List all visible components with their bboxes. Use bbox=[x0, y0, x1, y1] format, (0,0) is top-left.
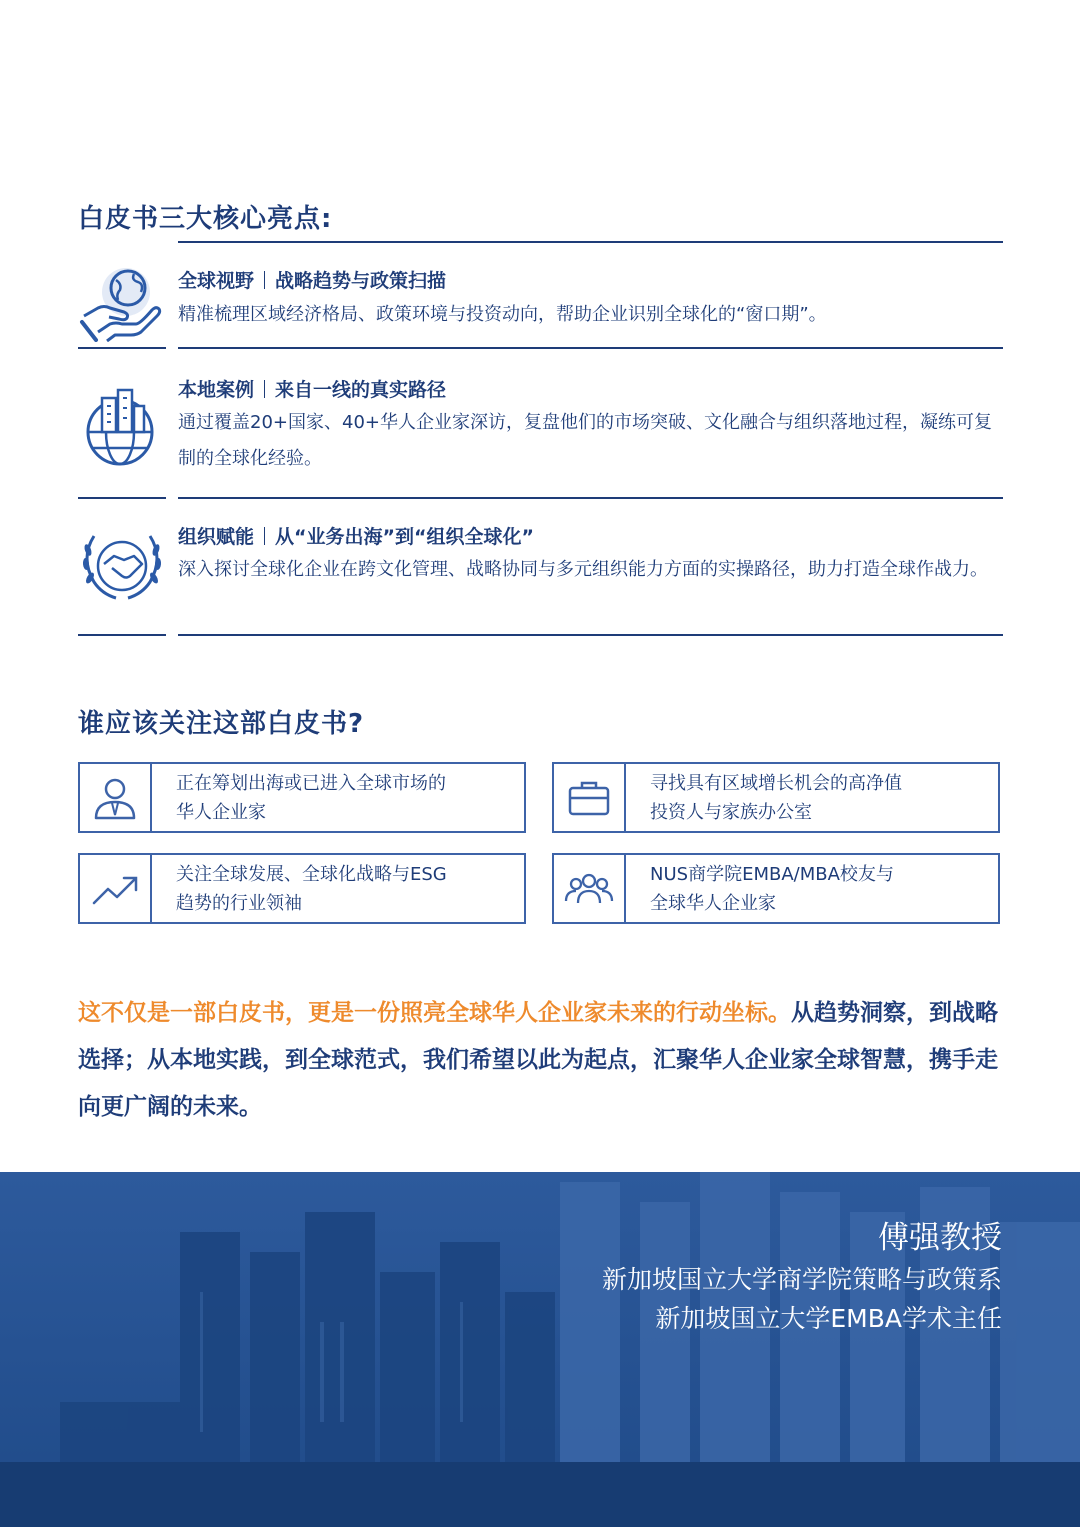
city-globe-icon bbox=[78, 388, 166, 468]
divider bbox=[78, 347, 166, 349]
audience-card-leaders bbox=[78, 853, 526, 924]
divider bbox=[178, 347, 1003, 349]
audience-card-line: 华人企业家 bbox=[176, 801, 266, 823]
audience-card-line: 寻找具有区域增长机会的高净值 bbox=[650, 772, 902, 794]
audience-card-line: NUS商学院EMBA/MBA校友与 bbox=[650, 863, 894, 885]
divider bbox=[178, 634, 1003, 636]
highlight-1-title-a: 全球视野 bbox=[178, 270, 255, 292]
divider bbox=[178, 241, 1003, 243]
trend-up-icon bbox=[80, 855, 152, 922]
audience-card-line: 关注全球发展、全球化战略与ESG bbox=[176, 863, 447, 885]
audience-card-line: 投资人与家族办公室 bbox=[650, 801, 812, 823]
audience-card-alumni bbox=[552, 853, 1000, 924]
highlight-3-title-a: 组织赋能 bbox=[178, 526, 255, 548]
highlight-3-desc: 深入探讨全球化企业在跨文化管理、战略协同与多元组织能力方面的实操路径，助力打造全球作战力。 bbox=[178, 559, 988, 580]
audience-card-line: 正在筹划出海或已进入全球市场的 bbox=[176, 772, 446, 794]
audience-card-line: 全球华人企业家 bbox=[650, 892, 776, 914]
signature-name: 傅强教授 bbox=[878, 1220, 1002, 1256]
highlight-3-title bbox=[178, 522, 534, 549]
audience-card-investors bbox=[552, 762, 1000, 833]
highlight-1-title bbox=[178, 266, 446, 293]
highlight-1-title-b: 战略趋势与政策扫描 bbox=[275, 270, 447, 292]
businessman-icon bbox=[80, 764, 152, 831]
highlight-2-title-b: 来自一线的真实路径 bbox=[275, 379, 447, 401]
highlights-title: 白皮书三大核心亮点: bbox=[78, 204, 333, 234]
globe-in-hand-icon bbox=[78, 262, 166, 342]
audience-title: 谁应该关注这部白皮书? bbox=[78, 709, 365, 739]
signature-title-1: 新加坡国立大学商学院策略与政策系 bbox=[601, 1265, 1002, 1294]
highlight-2-title bbox=[178, 375, 446, 402]
briefcase-icon bbox=[554, 764, 626, 831]
title-separator bbox=[264, 271, 265, 289]
divider bbox=[78, 497, 166, 499]
highlight-1-desc: 精准梳理区域经济格局、政策环境与投资动向，帮助企业识别全球化的“窗口期”。 bbox=[178, 304, 827, 325]
title-separator bbox=[264, 380, 265, 398]
highlight-2-title-a: 本地案例 bbox=[178, 379, 255, 401]
quote-highlight: 这不仅是一部白皮书，更是一份照亮全球华人企业家未来的行动坐标。 bbox=[78, 1000, 791, 1026]
highlight-3-title-b: 从“业务出海”到“组织全球化” bbox=[275, 526, 534, 548]
handshake-laurel-icon bbox=[78, 528, 166, 608]
closing-quote bbox=[78, 990, 1008, 1131]
quote-rest: 从趋势洞察，到战略选择；从本地实践，到全球范式，我们希望以此为起点，汇聚华人企业家全球智慧，携手走向更广阔的未来。 bbox=[78, 1000, 998, 1120]
audience-card-line: 趋势的行业领袖 bbox=[176, 892, 302, 914]
footer-skyline-banner bbox=[0, 1172, 1080, 1527]
divider bbox=[78, 634, 166, 636]
divider bbox=[178, 497, 1003, 499]
title-separator bbox=[264, 527, 265, 545]
highlight-2-desc: 通过覆盖20+国家、40+华人企业家深访，复盘他们的市场突破、文化融合与组织落地过程，凝练可复制的全球化经验。 bbox=[178, 412, 992, 469]
audience-card-entrepreneurs bbox=[78, 762, 526, 833]
signature-title-2: 新加坡国立大学EMBA学术主任 bbox=[655, 1304, 1002, 1333]
group-icon bbox=[554, 855, 626, 922]
